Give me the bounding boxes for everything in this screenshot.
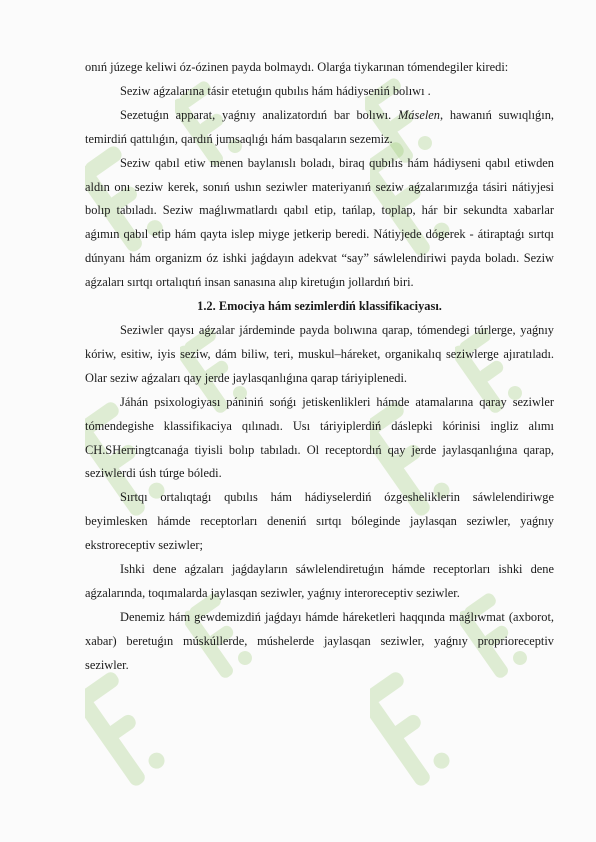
paragraph: onıń júzege keliwi óz-ózinen payda bolmaydı. Olarǵa tiykarınan tómendegiler kiredi: (85, 60, 509, 74)
paragraph-text: , hawanıń suwıqlıǵın, temirdiń qattılıǵın, qardıń jumsaqlıǵı hám basqaların sezemiz. (85, 107, 554, 146)
paragraph-text: Sezetuǵın apparat, yaǵnıy analizatordıń bar bolıwı. (120, 107, 398, 122)
watermark-logo-icon (370, 665, 450, 815)
paragraph: Seziwler qaysı aǵzalar járdeminde payda bolıwına qarap, tómendegi túrlerge, yaǵnıy kóriw, esitiw, iyis seziw, dám biliw, teri, muskul–háreket, organikalıq seziwlerge ajıratıladı. Olar seziw aǵzaları qay jerde jaylasqanlıǵına qarap táriyiplenedi. (85, 322, 554, 385)
paragraph (85, 104, 554, 152)
paragraph: Ishki dene aǵzaları jaǵdayların sáwlelendiretuǵın hámde receptorları ishki dene aǵzalarında, toqımalarda jaylasqan seziwler, yaǵnıy interoreceptiv seziwler. (85, 562, 554, 600)
paragraph: Seziw aǵzalarına tásir etetuǵın qubılıs hám hádiyseniń bolıwı . (120, 83, 431, 98)
paragraph: Sırtqı ortalıqtaǵı qubılıs hám hádiyselerdiń ózgesheliklerin sáwlelendiriwge beyimlesken hámde receptorları deneniń sırtqı bóleginde jaylasqan seziwler, yaǵnıy ekstroreceptiv seziwler; (85, 490, 554, 553)
paragraph: Seziw qabıl etiw menen baylanıslı boladı, biraq qubılıs hám hádiyseni qabıl etiwden aldın onı seziw kerek, sonıń ushın seziwler materiyanıń seziw aǵzalarımızǵa tásiri nátiyjesi bolıp tabıladı. Seziw maǵlıwmatlardı qabıl etip, tańlap, toplap, hár bir sekundta xabarlar aǵımın qabıl etip hám qayta islep miyge jetkerip beredi. Nátiyjede dógerek - átiraptaǵı sırtqı dúnyanı hám organizm óz ishki jaǵdayın adekvat “say” sáwlelendiriwi payda boladı. Seziw aǵzaları sırtqı ortalıqtıń insan sanasına alıp kiretuǵın jollardıń biri. (85, 155, 554, 290)
paragraph: Denemiz hám gewdemizdiń jaǵdayı hámde háreketleri haqqında maǵlıwmat (axborot, xabar) beretuǵın múskúllerde, múshelerde jaylasqan seziwler, yaǵnıy proprioreceptiv seziwler. (85, 609, 554, 672)
document-body (85, 56, 554, 678)
emphasis-text: Máselen (397, 107, 440, 122)
section-heading: 1.2. Emociya hám sezimlerdiń klassifikaciyası. (197, 299, 442, 314)
watermark-logo-icon (85, 665, 165, 815)
paragraph: Jáhán psixologiyası pániniń sońǵı jetiskenlikleri hámde atamalarına qaray seziwler tómendegishe klassifikaciya qılınadı. Usı táriyiplerdiń dáslepki kórinisi ingliz alımı CH.SHerringtcanaǵa tiyisli bolıp tabıladı. Ol receptordıń qay jerde jaylasqanlıǵına qarap, seziwlerdi úsh túrge bóledi. (85, 394, 554, 481)
